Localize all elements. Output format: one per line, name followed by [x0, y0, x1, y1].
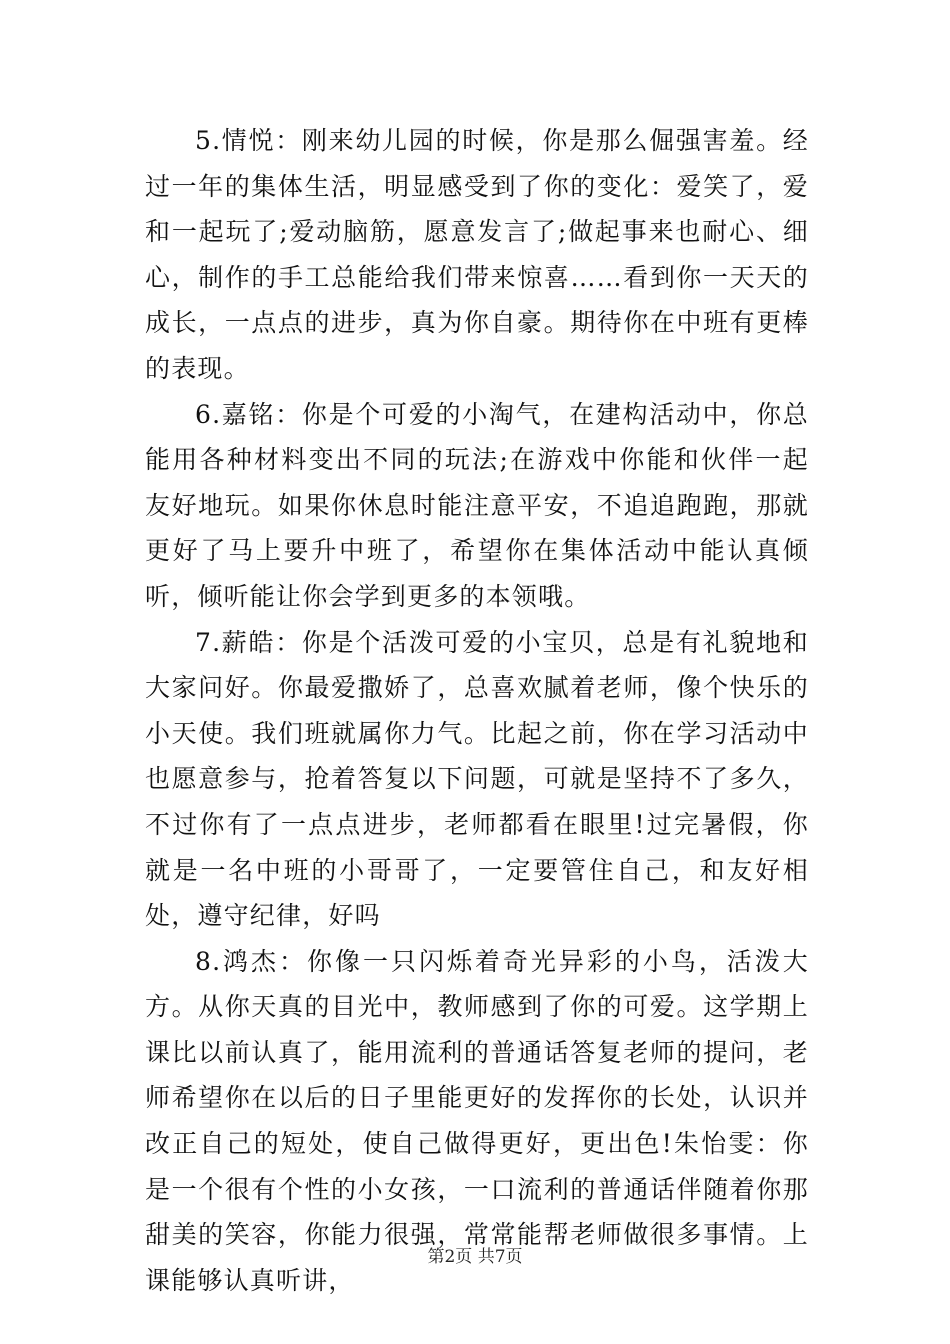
page-footer: 第2页 共7页: [427, 1247, 523, 1267]
paragraph-6: 6.嘉铭：你是个可爱的小淘气，在建构活动中，你总能用各种材料变出不同的玩法;在游戏中你能和伙伴一起友好地玩。如果你休息时能注意平安，不追追跑跑，那就更好了马上要升中班了，希望你在集体活动中能认真倾听，倾听能让你会学到更多的本领哦。: [145, 399, 809, 611]
paragraph-5: 5.情悦：刚来幼儿园的时候，你是那么倔强害羞。经过一年的集体生活，明显感受到了你的变化：爱笑了，爱和一起玩了;爱动脑筋，愿意发言了;做起事来也耐心、细心，制作的手工总能给我们带来惊喜……看到你一天天的成长，一点点的进步，真为你自豪。期待你在中班有更棒的表现。: [145, 126, 809, 383]
document-body: [145, 118, 809, 1303]
paragraph-7: 7.薪皓：你是个活泼可爱的小宝贝，总是有礼貌地和大家问好。你最爱撒娇了，总喜欢腻着老师，像个快乐的小天使。我们班就属你力气。比起之前，你在学习活动中也愿意参与，抢着答复以下问题，可就是坚持不了多久，不过你有了一点点进步，老师都看在眼里!过完暑假，你就是一名中班的小哥哥了，一定要管住自己，和友好相处，遵守纪律，好吗: [145, 627, 809, 931]
paragraph-8: 8.鸿杰：你像一只闪烁着奇光异彩的小鸟，活泼大方。从你天真的目光中，教师感到了你的可爱。这学期上课比以前认真了，能用流利的普通话答复老师的提问，老师希望你在以后的日子里能更好的发挥你的长处，认识并改正自己的短处，使自己做得更好，更出色!朱怡雯：你是一个很有个性的小女孩，一口流利的普通话伴随着你那甜美的笑容，你能力很强，常常能帮老师做很多事情。上课能够认真听讲，: [145, 946, 809, 1295]
